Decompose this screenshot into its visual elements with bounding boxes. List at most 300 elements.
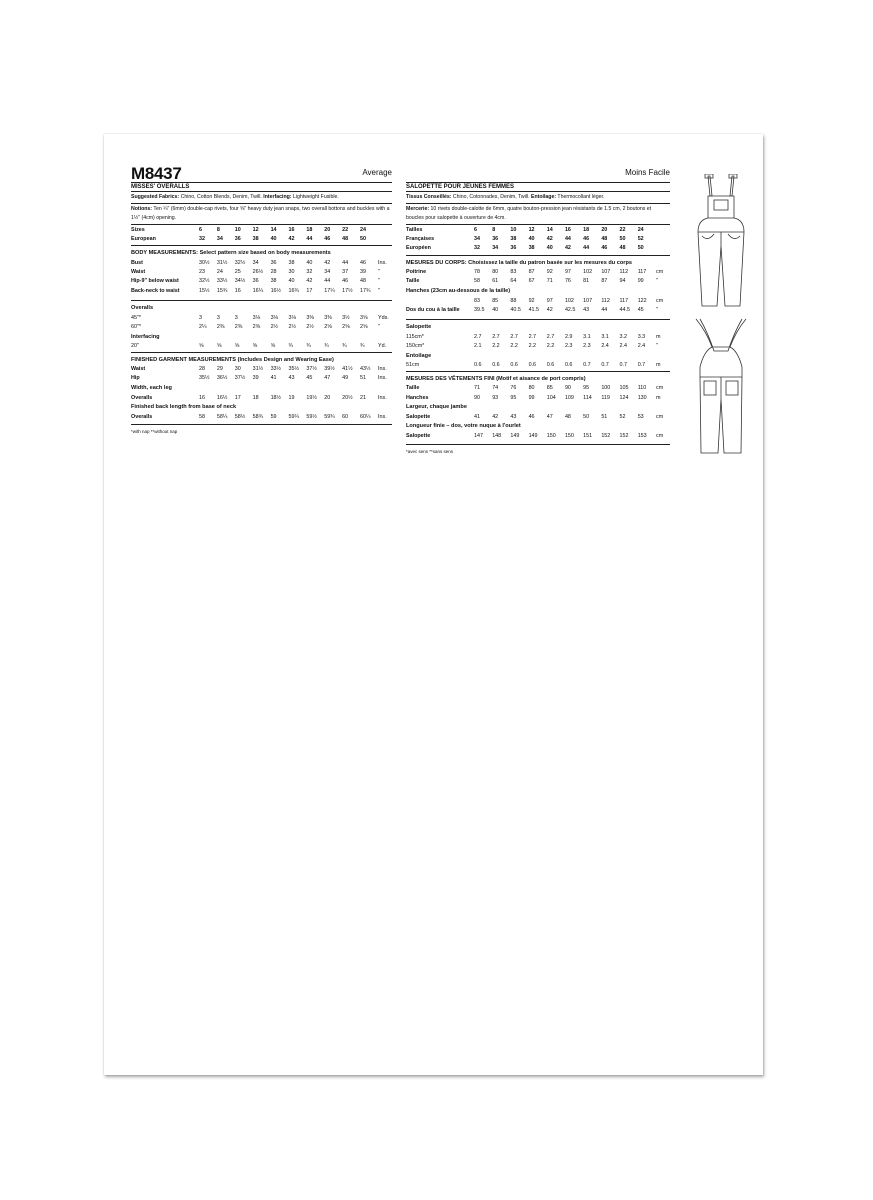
table-cell: ⅝: [270, 343, 276, 350]
row-label: Taille: [406, 278, 420, 285]
table-cell: 18: [306, 226, 313, 233]
table-cell: 2.7: [546, 333, 555, 340]
table-row: [131, 412, 392, 421]
table-cell: 42: [564, 244, 571, 251]
table-cell: 2½: [288, 323, 296, 330]
row-label: Tailles: [406, 226, 423, 233]
leg-width-table-fr: [406, 412, 670, 421]
table-row: [131, 313, 392, 322]
table-cell: 52: [637, 235, 644, 242]
yardage-table: [131, 342, 392, 351]
table-cell: 2.2: [510, 343, 518, 350]
table-cell: 71: [546, 278, 553, 285]
table-cell: 99: [637, 278, 644, 285]
table-cell: 102: [564, 297, 574, 304]
table-cell: 34: [324, 269, 331, 276]
table-cell: 50: [619, 235, 626, 242]
table-cell: m: [656, 362, 661, 369]
table-cell: 87: [601, 278, 608, 285]
table-cell: 2.7: [492, 333, 500, 340]
table-row: [131, 365, 392, 374]
table-cell: 15¾: [216, 287, 228, 294]
table-cell: 43½: [360, 366, 371, 373]
table-cell: 14: [546, 226, 553, 233]
row-label: Salopette: [406, 413, 431, 420]
table-cell: 40.5: [510, 306, 521, 313]
table-cell: 36: [492, 235, 499, 242]
table-cell: 119: [601, 394, 610, 401]
table-cell: 42.5: [564, 306, 576, 313]
table-cell: 152: [619, 433, 629, 440]
table-cell: 150: [564, 433, 574, 440]
table-cell: 110: [637, 385, 647, 392]
table-cell: 122: [637, 297, 647, 304]
table-cell: cm: [656, 297, 664, 304]
table-cell: 0.6: [510, 362, 518, 369]
table-cell: 53: [637, 413, 644, 420]
table-cell: 42: [546, 306, 553, 313]
table-cell: 41: [474, 413, 480, 420]
row-label: Sizes: [131, 226, 145, 233]
table-cell: 40: [288, 278, 295, 285]
table-cell: 33½: [270, 366, 282, 373]
table-cell: 0.6: [564, 362, 573, 369]
table-cell: 58: [474, 278, 480, 285]
table-cell: 97: [564, 269, 571, 276]
table-cell: 81: [583, 278, 590, 285]
table-cell: Yd.: [378, 343, 387, 350]
table-cell: 40: [492, 306, 499, 313]
table-cell: [378, 234, 392, 243]
row-label: 150cm*: [406, 343, 425, 350]
garment-title: MISSES' OVERALLS: [131, 184, 190, 190]
table-cell: 153: [637, 433, 647, 440]
table-cell: 2⅝: [360, 323, 368, 330]
table-cell: 147: [474, 433, 483, 440]
table-row: [406, 361, 670, 370]
table-cell: 21: [360, 394, 367, 401]
table-cell: 130: [637, 394, 647, 401]
garment-title-fr: SALOPETTE POUR JEUNES FEMMES: [406, 184, 515, 190]
table-cell: 90: [474, 394, 480, 401]
table-row: [131, 322, 392, 331]
table-cell: 32½: [234, 259, 246, 266]
table-cell: Ins.: [378, 375, 387, 382]
difficulty-label-fr: Moins Facile: [625, 168, 670, 177]
french-column: [406, 164, 670, 454]
table-cell: 16¾: [288, 287, 299, 294]
table-cell: 37½: [306, 366, 317, 373]
yardage-section-fr: [406, 322, 670, 370]
table-cell: 46: [324, 235, 331, 242]
table-row: [406, 234, 670, 243]
table-cell: 59¾: [324, 413, 335, 420]
finished-measurements-title: FINISHED GARMENT MEASUREMENTS (Includes Design and Wearing Ease): [131, 356, 334, 363]
table-cell: 20½: [342, 394, 353, 401]
table-row: [131, 342, 392, 351]
table-cell: 34: [252, 259, 259, 266]
table-row: [406, 268, 670, 277]
table-cell: 36: [234, 235, 241, 242]
table-cell: 2.7: [474, 333, 482, 340]
row-label: 60"*: [131, 323, 142, 330]
table-cell: Ins.: [378, 366, 387, 373]
table-cell: 58¼: [216, 413, 228, 420]
table-cell: ⅝: [234, 343, 240, 350]
table-cell: 46: [360, 259, 367, 266]
table-cell: ": [656, 343, 658, 350]
footnote-fr: *avec sens **sans sens: [406, 448, 454, 454]
table-cell: 74: [492, 385, 499, 392]
table-cell: 46: [601, 244, 608, 251]
table-cell: 39½: [324, 366, 335, 373]
table-row: [131, 258, 392, 267]
body-measurements-table-fr: [406, 268, 670, 286]
table-cell: 150: [546, 433, 556, 440]
row-label: Européen: [406, 244, 431, 251]
table-cell: 20: [324, 226, 331, 233]
table-row: [131, 374, 392, 383]
table-cell: 16: [234, 287, 241, 294]
table-cell: 45: [306, 375, 313, 382]
table-cell: 105: [619, 385, 629, 392]
table-cell: 85: [492, 297, 499, 304]
table-cell: 17: [306, 287, 313, 294]
yardage-view-title: Interfacing: [131, 333, 160, 340]
table-cell: ¾: [324, 343, 329, 350]
overalls-back-drawing: [686, 317, 756, 455]
table-cell: 0.7: [583, 362, 591, 369]
table-cell: 16½: [270, 287, 282, 294]
table-cell: 42: [492, 413, 499, 420]
table-cell: 44: [342, 259, 349, 266]
table-cell: ": [378, 278, 380, 285]
notions-info-fr: Mercerie: 10 rivets double-calotte de 6mm, quatre bouton-pression jean résistants de 1.5 cm, 2 boutons et boucles pour salopette à ouverture de 4cm.: [406, 206, 652, 221]
table-cell: 28: [199, 366, 205, 373]
table-cell: 87: [528, 269, 535, 276]
table-cell: 31½: [252, 366, 264, 373]
table-cell: 43: [583, 306, 590, 313]
table-cell: 42: [306, 278, 313, 285]
table-row: [406, 342, 670, 351]
table-cell: 117: [637, 269, 647, 276]
table-cell: 35½: [288, 366, 299, 373]
table-row: [131, 277, 392, 286]
table-cell: 61: [492, 278, 499, 285]
table-cell: 6: [474, 226, 477, 233]
row-label: European: [131, 235, 156, 242]
table-cell: 2½: [270, 323, 279, 330]
table-cell: 2⅜: [234, 323, 243, 330]
table-cell: 8: [492, 226, 496, 233]
table-cell: 3.2: [619, 333, 627, 340]
table-cell: 18½: [270, 394, 282, 401]
table-cell: 104: [546, 394, 556, 401]
difficulty-label: Average: [362, 168, 392, 177]
table-cell: 71: [474, 385, 480, 392]
notions-info: Notions: Ten ¼" (6mm) double-cap rivets, four ⅝" heavy duty jean snaps, two overall bottons and buckles with a 1½" (4cm) opening.: [131, 206, 390, 221]
table-cell: 41: [270, 375, 277, 382]
table-cell: 0.7: [601, 362, 609, 369]
row-label: Bust: [131, 259, 143, 266]
table-cell: 44: [564, 235, 571, 242]
table-cell: 2.3: [583, 343, 591, 350]
table-cell: 44: [324, 278, 331, 285]
table-cell: 109: [564, 394, 574, 401]
table-cell: 0.6: [546, 362, 555, 369]
table-cell: 58: [199, 413, 205, 420]
table-cell: 3.1: [601, 333, 609, 340]
table-cell: ": [378, 269, 380, 276]
finished-measurements-title-fr: MESURES DES VÊTEMENTS FINI (Motif et aisance de port compris): [406, 375, 586, 382]
table-cell: 3: [199, 314, 202, 321]
table-cell: 26½: [252, 269, 264, 276]
table-cell: 3½: [342, 314, 350, 321]
table-cell: 17: [234, 394, 241, 401]
table-cell: 20: [601, 226, 608, 233]
table-cell: 50: [637, 244, 644, 251]
table-cell: 3⅛: [270, 314, 279, 321]
table-cell: 16: [288, 226, 295, 233]
table-cell: [656, 225, 670, 234]
table-cell: 38: [288, 259, 295, 266]
table-cell: 44: [583, 244, 590, 251]
table-cell: 90: [564, 385, 571, 392]
table-cell: 22: [619, 226, 626, 233]
table-cell: 50: [360, 235, 367, 242]
table-cell: 3: [234, 314, 238, 321]
table-cell: 12: [252, 226, 259, 233]
back-length-title-fr: Longueur finie – dos, votre nuque à l'ourlet: [406, 423, 521, 430]
table-cell: 24: [360, 226, 367, 233]
table-cell: 35½: [199, 375, 210, 382]
table-cell: 44: [601, 306, 608, 313]
table-cell: 28: [270, 269, 277, 276]
table-cell: 44.5: [619, 306, 630, 313]
table-cell: 47: [546, 413, 553, 420]
table-cell: 2.1: [474, 343, 482, 350]
table-cell: 16: [564, 226, 571, 233]
row-label: Dos du cou à la taille: [406, 306, 460, 313]
table-cell: 20: [324, 394, 331, 401]
yardage-view-title: Overalls: [131, 305, 154, 312]
table-cell: 12: [528, 226, 535, 233]
table-cell: 2⅝: [342, 323, 350, 330]
table-cell: Ins.: [378, 394, 387, 401]
table-cell: 95: [510, 394, 517, 401]
table-cell: 59¼: [288, 413, 299, 420]
table-cell: 76: [510, 385, 517, 392]
table-cell: 18: [583, 226, 590, 233]
table-cell: 48: [360, 278, 367, 285]
table-cell: 149: [528, 433, 538, 440]
table-cell: 94: [619, 278, 626, 285]
table-cell: 19½: [306, 394, 317, 401]
table-cell: 19: [288, 394, 295, 401]
row-label: Overalls: [131, 394, 153, 401]
table-cell: 34: [492, 244, 499, 251]
table-cell: 2.7: [510, 333, 518, 340]
table-cell: 15½: [199, 287, 210, 294]
row-label: 115cm*: [406, 333, 424, 340]
table-cell: 76: [564, 278, 571, 285]
table-cell: 64: [510, 278, 517, 285]
table-cell: 60: [342, 413, 349, 420]
row-label: 45"*: [131, 314, 142, 321]
table-cell: 2.9: [564, 333, 573, 340]
table-cell: cm: [656, 385, 664, 392]
table-cell: ¾: [288, 343, 293, 350]
table-cell: 3.3: [637, 333, 646, 340]
table-cell: [378, 225, 392, 234]
table-cell: 39.5: [474, 306, 485, 313]
yardage-section: [131, 303, 392, 351]
table-cell: 42: [324, 259, 331, 266]
row-label: [406, 296, 474, 305]
table-row: [131, 286, 392, 295]
footnote: *with nap **without nap: [131, 429, 178, 435]
table-cell: 34½: [234, 278, 246, 285]
table-cell: ¾: [360, 343, 365, 350]
english-header: [131, 164, 392, 182]
table-cell: 114: [583, 394, 592, 401]
row-label: Françaises: [406, 235, 435, 242]
table-cell: 83: [510, 269, 517, 276]
table-cell: ¾: [306, 343, 311, 350]
table-cell: 2.2: [492, 343, 500, 350]
table-cell: 17½: [342, 287, 353, 294]
table-cell: 38: [528, 244, 535, 251]
table-cell: 16½: [216, 394, 228, 401]
table-cell: 92: [528, 297, 535, 304]
table-cell: cm: [656, 413, 664, 420]
row-label: 51cm: [406, 362, 420, 369]
table-cell: 97: [546, 297, 553, 304]
row-label: Hip-9" below waist: [131, 278, 179, 285]
finished-measurements-table: [131, 365, 392, 383]
table-cell: 3⅜: [306, 314, 314, 321]
row-label: 20": [131, 343, 139, 350]
pattern-envelope-back: [104, 134, 763, 1075]
finished-measurements-table-fr: [406, 384, 670, 402]
table-cell: 85: [546, 385, 553, 392]
table-cell: 59: [270, 413, 277, 420]
table-cell: 0.6: [474, 362, 482, 369]
table-cell: 2.2: [528, 343, 537, 350]
table-cell: 3: [216, 314, 220, 321]
table-cell: 49: [342, 375, 349, 382]
table-cell: 17¾: [360, 287, 371, 294]
table-cell: 2.3: [564, 343, 573, 350]
table-cell: 124: [619, 394, 629, 401]
table-cell: ": [656, 306, 658, 313]
table-cell: 2.4: [619, 343, 627, 350]
table-cell: 32: [306, 269, 313, 276]
table-cell: 151: [583, 433, 593, 440]
table-cell: 3⅜: [324, 314, 332, 321]
table-row: [406, 305, 670, 314]
table-cell: 17¼: [324, 287, 335, 294]
row-label: Salopette: [406, 433, 431, 440]
body-measurements-title-fr: MESURES DU CORPS: Choisissez la taille du patron basée sur les mesures du corps: [406, 259, 632, 266]
table-cell: 38: [510, 235, 517, 242]
table-cell: 112: [601, 297, 610, 304]
table-cell: 10: [510, 226, 517, 233]
table-cell: 80: [528, 385, 535, 392]
table-cell: 80: [492, 269, 499, 276]
table-cell: 23: [199, 269, 205, 276]
table-cell: 43: [510, 413, 517, 420]
back-length-table-fr: [406, 431, 670, 440]
table-cell: 37: [342, 269, 349, 276]
table-cell: 40: [270, 235, 277, 242]
table-cell: 2⅜: [252, 323, 261, 330]
table-cell: 48: [601, 235, 608, 242]
table-cell: Ins.: [378, 259, 387, 266]
table-cell: 36½: [216, 375, 228, 382]
table-cell: m: [656, 333, 661, 340]
table-cell: 38: [270, 278, 277, 285]
body-measurements-table: [131, 258, 392, 295]
body-measurements-title: BODY MEASUREMENTS: Select pattern size based on body measurements: [131, 250, 331, 257]
table-cell: 43: [288, 375, 295, 382]
yardage-view-title: Entoilage: [406, 352, 432, 359]
table-cell: 2⅜: [216, 323, 225, 330]
table-cell: 67: [528, 278, 535, 285]
table-cell: 16¼: [252, 287, 264, 294]
fabrics-info-fr: Tissus Conseillés: Chino, Cotonnades, Denim, Twill. Entoilage: Thermocollant léger.: [406, 194, 605, 200]
leg-width-title-fr: Largeur, chaque jambe: [406, 404, 467, 411]
table-cell: 58½: [234, 413, 246, 420]
table-cell: ⅝: [199, 343, 204, 350]
table-cell: 48: [564, 413, 571, 420]
table-cell: 60¼: [360, 413, 371, 420]
table-cell: 51: [601, 413, 608, 420]
table-cell: 92: [546, 269, 553, 276]
table-cell: 50: [583, 413, 590, 420]
table-cell: 40: [306, 259, 313, 266]
table-cell: 33½: [216, 278, 228, 285]
table-cell: 46: [342, 278, 349, 285]
table-cell: 32½: [199, 278, 210, 285]
table-cell: 52: [619, 413, 626, 420]
row-label: Back-neck to waist: [131, 287, 180, 294]
row-label: Poitrine: [406, 269, 427, 276]
table-cell: 0.7: [619, 362, 627, 369]
table-cell: [656, 243, 670, 252]
table-cell: 0.6: [528, 362, 537, 369]
english-column: [131, 164, 392, 434]
table-cell: 10: [234, 226, 241, 233]
table-cell: 32: [199, 235, 205, 242]
table-cell: 39: [252, 375, 259, 382]
technical-drawings: [686, 174, 756, 455]
table-cell: 41½: [342, 366, 353, 373]
table-cell: ⅝: [216, 343, 222, 350]
table-cell: ¾: [342, 343, 347, 350]
table-cell: 30: [234, 366, 241, 373]
size-table: [131, 225, 392, 243]
table-cell: 51: [360, 375, 367, 382]
table-row: [406, 431, 670, 440]
table-cell: 152: [601, 433, 611, 440]
table-row: [131, 234, 392, 243]
table-cell: m: [656, 394, 661, 401]
table-row: [131, 268, 392, 277]
table-cell: 107: [601, 269, 611, 276]
table-cell: 36: [270, 259, 277, 266]
table-cell: 78: [474, 269, 480, 276]
